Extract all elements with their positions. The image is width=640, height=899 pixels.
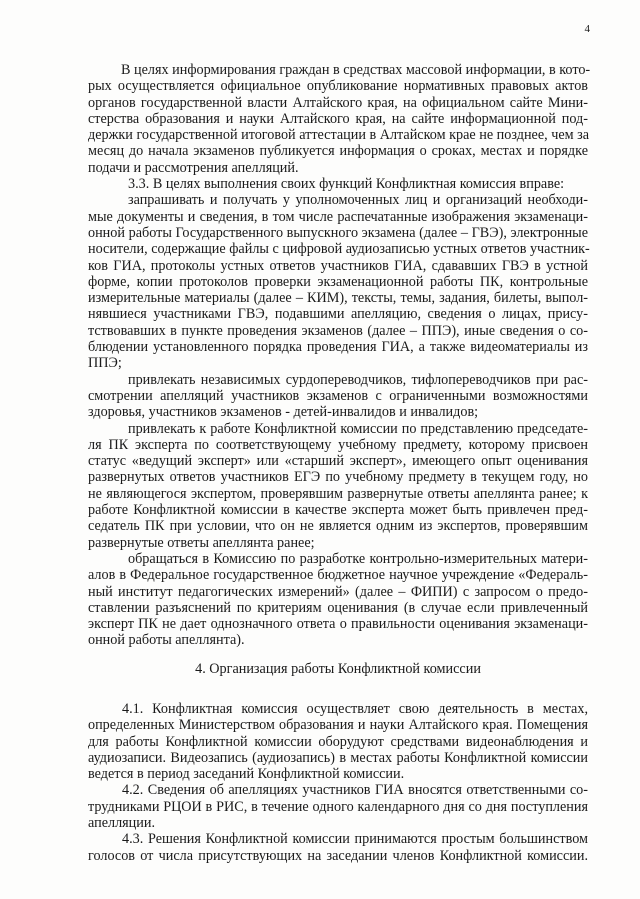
text-line: трудниками РЦОИ в РИС, в течение одного календарного дня со дня поступления — [88, 798, 588, 815]
text-line: блюдении установленного порядка проведения ГИА, а также видеоматериалы из — [88, 339, 588, 356]
text-line: эксперт ПК не дает однозначного ответа о правильности оценивания экзаменаци- — [88, 616, 588, 633]
text-line: измерительные материалы (далее – КИМ), тексты, темы, задания, билеты, выпол- — [88, 290, 588, 307]
text-line: рых осуществляется официальное опубликование нормативных правовых актов — [88, 78, 588, 95]
text-line: голосов от числа присутствующих на заседании членов Конфликтной комиссии. — [88, 847, 588, 864]
body-text-section-3 — [88, 62, 591, 649]
text-line: статус «ведущий эксперт» или «старший эксперт», имеющего опыт оценивания — [88, 453, 588, 470]
text-line: ППЭ; — [88, 355, 122, 372]
text-line: работе Конфликтной комиссии в качестве эксперта может быть привлечен пред- — [88, 502, 588, 519]
text-line: привлекать к работе Конфликтной комиссии по представлению председате- — [128, 420, 588, 437]
text-line: обращаться в Комиссию по разработке контрольно-измерительных матери- — [128, 550, 588, 567]
text-line: 4.2. Сведения об апелляциях участников ГИА вносятся ответственными со- — [122, 782, 588, 799]
text-line: ля ПК эксперта по соответствующему учебному предмету, которому присвоен — [88, 436, 588, 453]
text-line: не являющегося экспертом, проверявшим развернутые ответы апеллянта ранее; к — [88, 485, 588, 502]
text-line: развернутые ответы апеллянта ранее; — [88, 534, 315, 551]
section-heading: 4. Организация работы Конфликтной комиссии — [195, 661, 481, 677]
text-line: носители, содержащие файлы с цифровой аудиозаписью устных ответов участник- — [88, 241, 590, 258]
text-line: ведется в период заседаний Конфликтной комиссии. — [88, 766, 405, 783]
text-line: подачи и рассмотрения апелляций. — [88, 159, 299, 176]
text-line: тствовавших в пункте проведения экзаменов (далее – ППЭ), иные сведения о со- — [88, 322, 588, 339]
text-line: держки государственной итоговой аттестации в Алтайском крае не позднее, чем за — [88, 127, 590, 144]
text-line: онной работы Государственного выпускного экзамена (далее – ГВЭ), электронные — [88, 224, 588, 241]
text-line: развернутых ответов участников ЕГЭ по учебному предмету в текущем году, но — [88, 469, 588, 486]
text-line: для работы Конфликтной комиссии оборудуют средствами видеонаблюдения и — [88, 733, 588, 750]
text-line: 3.3. В целях выполнения своих функций Конфликтная комиссия вправе: — [128, 176, 565, 193]
text-line: онной работы апеллянта). — [88, 632, 245, 649]
text-line: алов в Федеральное государственное бюджетное научное учреждение «Федераль- — [88, 567, 588, 584]
text-line: ков ГИА, протоколы устных ответов участников ГИА, сдававших ГВЭ в устной — [88, 257, 588, 274]
text-line: запрашивать и получать у уполномоченных лиц и организаций необходи- — [128, 192, 588, 209]
text-line: стерства образования и науки Алтайского края, на сайте информационной под- — [88, 110, 588, 127]
text-line: форме, копии протоколов проверки экзаменационной работы ПК, контрольные — [88, 273, 588, 290]
text-line: 4.3. Решения Конфликтной комиссии принимаются простым большинством — [122, 831, 588, 848]
text-line: месяц до начала экзаменов публикуется информация о сроках, местах и порядке — [88, 143, 588, 160]
text-line: 4.1. Конфликтная комиссия осуществляет свою деятельность в местах, — [122, 701, 588, 717]
text-line: апелляции. — [88, 815, 156, 832]
text-line: нявшиеся участниками ГВЭ, подавшими апелляцию, сведения о лицах, прису- — [88, 306, 588, 323]
text-line: привлекать независимых сурдопереводчиков, тифлопереводчиков при рас- — [128, 371, 588, 388]
text-line: органов государственной власти Алтайского края, на официальном сайте Мини- — [88, 94, 588, 111]
text-line: смотрении апелляций участников экзаменов с ограниченными возможностями — [88, 387, 588, 404]
text-line: мые документы и сведения, в том числе распечатанные изображения экзаменаци- — [88, 208, 588, 225]
text-line: аудиозаписи. Видеозапись (аудиозапись) в местах работы Конфликтной комиссии — [88, 749, 588, 766]
text-line: седатель ПК при условии, что он не является одним из экспертов, проверявшим — [88, 518, 588, 535]
body-text-section-4 — [88, 701, 588, 864]
text-line: определенных Министерством образования и науки Алтайского края. Помещения — [88, 717, 588, 734]
text-line: ный институт педагогических измерений» (далее – ФИПИ) с запросом о предо- — [88, 583, 588, 600]
page-number: 4 — [584, 23, 590, 35]
text-line: В целях информирования граждан в средствах массовой информации, в кото- — [121, 62, 591, 78]
text-line: ставлении разъяснений по критериям оценивания (в случае если привлеченный — [88, 599, 588, 616]
text-line: здоровья, участников экзаменов - детей-инвалидов и инвалидов; — [88, 404, 479, 421]
